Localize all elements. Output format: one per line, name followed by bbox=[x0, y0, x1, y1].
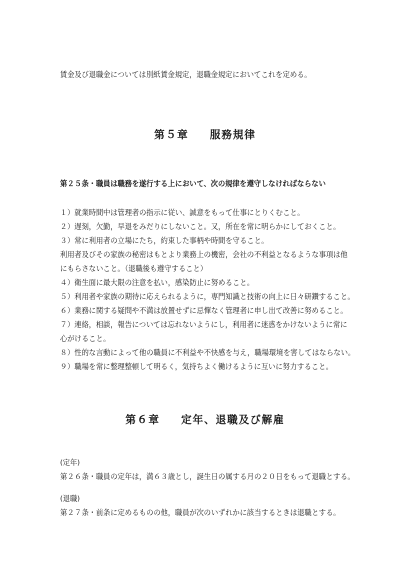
article-25-item: ４）衛生面に最大限の注意を払い，感染防止に努めること。 bbox=[60, 278, 255, 287]
article-26-text: 第２６条・職員の定年は，満６３歳とし，誕生日の属する月の２０日をもって退職とする。 bbox=[60, 472, 355, 481]
taishoku-label: (退職) bbox=[60, 494, 80, 503]
article-25-item: 心がけること。 bbox=[60, 334, 111, 343]
article-25-item: ７）連絡，相談，報告については忘れないようにし，利用者に迷惑をかけないように常に bbox=[60, 320, 348, 329]
article-25-item: 利用者及びその家族の秘密はもとより業務上の機密，会社の不利益となるような事項は他 bbox=[60, 250, 348, 259]
article-25-item: ６）業務に関する疑問や不満は放置せずに忌憚なく管理者に申し出て改善に努めること。 bbox=[60, 306, 348, 315]
article-27-text: 第２７条・前条に定めるものの他，職員が次のいずれかに該当するときは退職とする。 bbox=[60, 508, 341, 517]
article-25-item: ８）性的な言動によって他の職員に不利益や不快感を与え，職場環境を害してはならない。 bbox=[60, 348, 356, 357]
article-25-item: にもらさないこと。（退職後も遵守すること） bbox=[60, 264, 208, 273]
chapter-5-title: 服務規律 bbox=[209, 129, 256, 141]
chapter-5-number: 第５章 bbox=[154, 129, 189, 141]
teinen-label: (定年) bbox=[60, 458, 80, 467]
article-25-item: １）就業時間中は管理者の指示に従い、誠意をもって仕事にとりくむこと。 bbox=[60, 208, 305, 217]
chapter-6-title: 定年、退職及び解雇 bbox=[181, 414, 285, 426]
article-25-item: ５）利用者や家族の期待に応えられるように，専門知識と技術の向上に日々研鑽すること。 bbox=[60, 292, 355, 301]
article-25-item: ９）職場を常に整理整頓して明るく，気持ちよく働けるように互いに努力すること。 bbox=[60, 362, 333, 371]
chapter-6-number: 第６章 bbox=[125, 414, 160, 426]
intro-text: 賃金及び退職金については別紙賃金規定，退職金規定においてこれを定める。 bbox=[60, 70, 312, 79]
article-25-heading: 第２５条・職員は職務を遂行する上において、次の規律を遵守しなければならない bbox=[60, 179, 326, 188]
article-25-item: ３）常に利用者の立場にたち，約束した事柄や時間を守ること。 bbox=[60, 236, 269, 245]
article-25-item: ２）遅刻，欠勤，早退をみだりにしないこと。又，所在を常に明らかにしておくこと。 bbox=[60, 222, 341, 231]
chapter-5-heading bbox=[0, 127, 410, 142]
chapter-6-heading bbox=[0, 412, 410, 427]
